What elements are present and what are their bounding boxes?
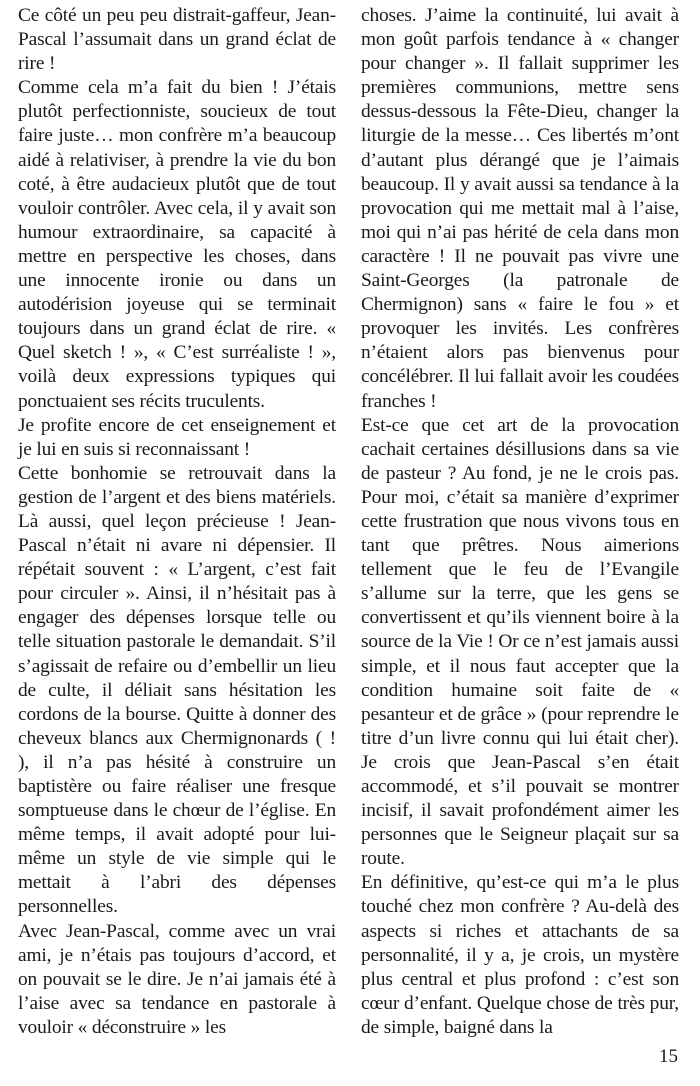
paragraph: Est-ce que cet art de la provocation cachait certaines désillusions dans sa vie de pasteur ? Au fond, je ne le crois pas. Pour moi, c’était sa manière d’exprimer cette frustration que nous vivons tous en tant que prêtres. Nous aimerions tellement que le feu de l’Evangile s’allume sur la terre, que les gens se convertissent et qu’ils viennent boire à la source de la Vie ! Or ce n’est jamais aussi simple, et il nous faut accepter que la condition humaine soit faite de « pesanteur et de grâce » (pour reprendre le titre d’un livre connu qui lui était cher). Je crois que Jean-Pascal s’en était accommodé, et s’il pouvait se montrer incisif, il savait profondément aimer les personnes que le Seigneur plaçait sur sa route. [361, 414, 679, 870]
right-column [361, 4, 679, 1040]
paragraph: Cette bonhomie se retrouvait dans la gestion de l’argent et des biens matériels. Là aussi, quel leçon précieuse ! Jean-Pascal n’était ni avare ni dépensier. Il répétait souvent : « L’argent, c’est fait pour circuler ». Ainsi, il n’hésitait pas à engager des dépenses lorsque telle ou telle situation pastorale le demandait. S’il s’agissait de refaire ou d’embellir un lieu de culte, il déliait sans hésitation les cordons de la bourse. Quitte à donner des cheveux blancs aux Chermignonards ( ! ), il n’a pas hésité à construire un baptistère ou faire réaliser une fresque somptueuse dans le chœur de l’église. En même temps, il avait adopté pour lui-même un style de vie simple qui le mettait à l’abri des dépenses personnelles. [18, 462, 336, 918]
page-number: 15 [659, 1046, 678, 1067]
paragraph: choses. J’aime la continuité, lui avait à mon goût parfois tendance à « changer pour changer ». Il fallait supprimer les premières communions, mettre sens dessus-dessous la Fête-Dieu, changer la liturgie de la messe… Ces libertés m’ont d’autant plus dérangé que je l’aimais beaucoup. Il y avait aussi sa tendance à la provocation qui me mettait mal à l’aise, moi qui n’ai pas hérité de cela dans mon caractère ! Il ne pouvait pas vivre une Saint-Georges (la patronale de Chermignon) sans « faire le fou » et provoquer les invités. Les confrères n’étaient alors pas bienvenus pour concélébrer. Il lui fallait avoir les coudées franches ! [361, 5, 679, 412]
paragraph: Avec Jean-Pascal, comme avec un vrai ami, je n’étais pas toujours d’accord, et on pouvait se le dire. Je n’ai jamais été à l’aise avec sa tendance en pastorale à vouloir « déconstruire » les [18, 920, 336, 1038]
paragraph: Je profite encore de cet enseignement et je lui en suis si reconnaissant ! [18, 414, 336, 460]
paragraph: En définitive, qu’est-ce qui m’a le plus touché chez mon confrère ? Au-delà des aspects si riches et attachants de sa personnalité, il y a, je crois, un mystère plus central et plus profond : c’est son cœur d’enfant. Quelque chose de très pur, de simple, baigné dans la [361, 872, 679, 1038]
left-column [18, 4, 336, 1040]
paragraph: Ce côté un peu peu distrait-gaffeur, Jean-Pascal l’assumait dans un grand éclat de rire ! [18, 5, 336, 75]
paragraph: Comme cela m’a fait du bien ! J’étais plutôt perfectionniste, soucieux de tout faire juste… mon confrère m’a beaucoup aidé à relativiser, à prendre la vie du bon coté, à être audacieux plutôt que de tout vouloir contrôler. Avec cela, il y avait son humour extraordinaire, sa capacité à mettre en perspective les choses, dans une innocente ironie ou dans un autodérision joyeuse qui se terminait toujours dans un grand éclat de rire. « Quel sketch ! », « C’est surréaliste ! », voilà deux expressions typiques qui ponctuaient ses récits truculents. [18, 77, 336, 412]
